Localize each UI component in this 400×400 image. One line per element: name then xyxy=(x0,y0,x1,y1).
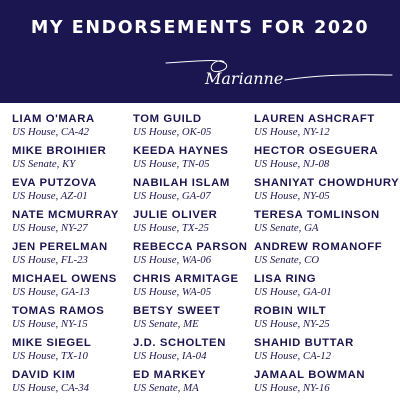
candidate-name: J.D. SCHOLTEN xyxy=(133,337,226,349)
candidate-entry xyxy=(133,209,273,234)
candidate-office: US Senate, GA xyxy=(254,222,319,234)
candidate-name: TOM GUILD xyxy=(133,113,202,125)
candidate-entry xyxy=(12,305,152,330)
candidate-name: NATE MCMURRAY xyxy=(12,209,119,221)
candidate-name: TERESA TOMLINSON xyxy=(254,209,380,221)
candidate-entry xyxy=(254,113,394,138)
candidate-name: JAMAAL BOWMAN xyxy=(254,369,366,381)
candidate-office: US House, IA-04 xyxy=(133,350,207,362)
candidate-name: NABILAH ISLAM xyxy=(133,177,230,189)
candidate-entry xyxy=(12,145,152,170)
candidate-name: MIKE SIEGEL xyxy=(12,337,92,349)
candidate-entry xyxy=(133,369,273,394)
candidate-entry xyxy=(254,145,394,170)
candidate-office: US House, CA-12 xyxy=(254,350,332,362)
candidate-name: HECTOR OSEGUERA xyxy=(254,145,379,157)
candidate-entry xyxy=(133,337,273,362)
candidate-name: JULIE OLIVER xyxy=(133,209,218,221)
candidate-office: US House, CA-34 xyxy=(12,382,90,394)
candidate-name: LIAM O'MARA xyxy=(12,113,95,125)
candidate-office: US House, NY-25 xyxy=(254,318,330,330)
page-title: MY ENDORSEMENTS FOR 2020 xyxy=(30,18,370,38)
candidate-office: US Senate, KY xyxy=(12,158,76,170)
candidate-entry xyxy=(12,209,152,234)
candidate-office: US House, AZ-01 xyxy=(12,190,88,202)
candidate-office: US Senate, CO xyxy=(254,254,320,266)
candidate-entry xyxy=(133,273,273,298)
candidate-office: US House, NY-05 xyxy=(254,190,330,202)
candidate-office: US House, OK-05 xyxy=(133,126,212,138)
candidate-name: CHRIS ARMITAGE xyxy=(133,273,239,285)
candidate-entry xyxy=(12,337,152,362)
candidate-office: US House, GA-07 xyxy=(133,190,211,202)
candidate-entry xyxy=(254,305,394,330)
candidate-office: US House, TX-10 xyxy=(12,350,88,362)
endorsement-grid xyxy=(0,103,400,400)
candidate-office: US House, TN-05 xyxy=(133,158,210,170)
candidate-office: US House, WA-05 xyxy=(133,286,212,298)
svg-text:Marianne: Marianne xyxy=(205,69,284,88)
candidate-name: SHAHID BUTTAR xyxy=(254,337,354,349)
candidate-entry xyxy=(12,177,152,202)
candidate-name: TOMAS RAMOS xyxy=(12,305,105,317)
candidate-name: KEEDA HAYNES xyxy=(133,145,229,157)
candidate-entry xyxy=(133,145,273,170)
candidate-name: DAVID KIM xyxy=(12,369,76,381)
candidate-office: US House, GA-13 xyxy=(12,286,90,298)
candidate-name: REBECCA PARSON xyxy=(133,241,248,253)
candidate-name: JEN PERELMAN xyxy=(12,241,108,253)
candidate-name: LAUREN ASHCRAFT xyxy=(254,113,375,125)
signature xyxy=(160,54,400,94)
candidate-entry xyxy=(133,177,273,202)
candidate-name: LISA RING xyxy=(254,273,317,285)
candidate-entry xyxy=(254,337,394,362)
candidate-office: US House, TX-25 xyxy=(133,222,209,234)
candidate-entry xyxy=(254,273,394,298)
candidate-office: US House, NY-16 xyxy=(254,382,330,394)
candidate-name: ANDREW ROMANOFF xyxy=(254,241,383,253)
candidate-office: US House, FL-23 xyxy=(12,254,88,266)
candidate-name: MICHAEL OWENS xyxy=(12,273,117,285)
candidate-name: ED MARKEY xyxy=(133,369,207,381)
candidate-office: US Senate, MA xyxy=(133,382,199,394)
candidate-name: EVA PUTZOVA xyxy=(12,177,97,189)
candidate-office: US House, WA-06 xyxy=(133,254,212,266)
candidate-entry xyxy=(254,241,394,266)
candidate-entry xyxy=(12,241,152,266)
candidate-entry xyxy=(12,273,152,298)
candidate-entry xyxy=(12,113,152,138)
candidate-office: US Senate, ME xyxy=(133,318,199,330)
candidate-name: MIKE BROIHIER xyxy=(12,145,107,157)
candidate-entry xyxy=(133,305,273,330)
candidate-entry xyxy=(133,241,273,266)
candidate-office: US House, CA-42 xyxy=(12,126,90,138)
candidate-office: US House, NY-12 xyxy=(254,126,330,138)
candidate-entry xyxy=(254,177,400,202)
candidate-entry xyxy=(254,209,394,234)
candidate-name: SHANIYAT CHOWDHURY xyxy=(254,177,400,189)
candidate-office: US House, NJ-08 xyxy=(254,158,330,170)
candidate-entry xyxy=(133,113,273,138)
candidate-name: ROBIN WILT xyxy=(254,305,327,317)
candidate-entry xyxy=(12,369,152,394)
candidate-office: US House, GA-01 xyxy=(254,286,332,298)
candidate-name: BETSY SWEET xyxy=(133,305,221,317)
candidate-office: US House, NY-27 xyxy=(12,222,88,234)
candidate-office: US House, NY-15 xyxy=(12,318,88,330)
header-banner xyxy=(0,0,400,103)
candidate-entry xyxy=(254,369,394,394)
